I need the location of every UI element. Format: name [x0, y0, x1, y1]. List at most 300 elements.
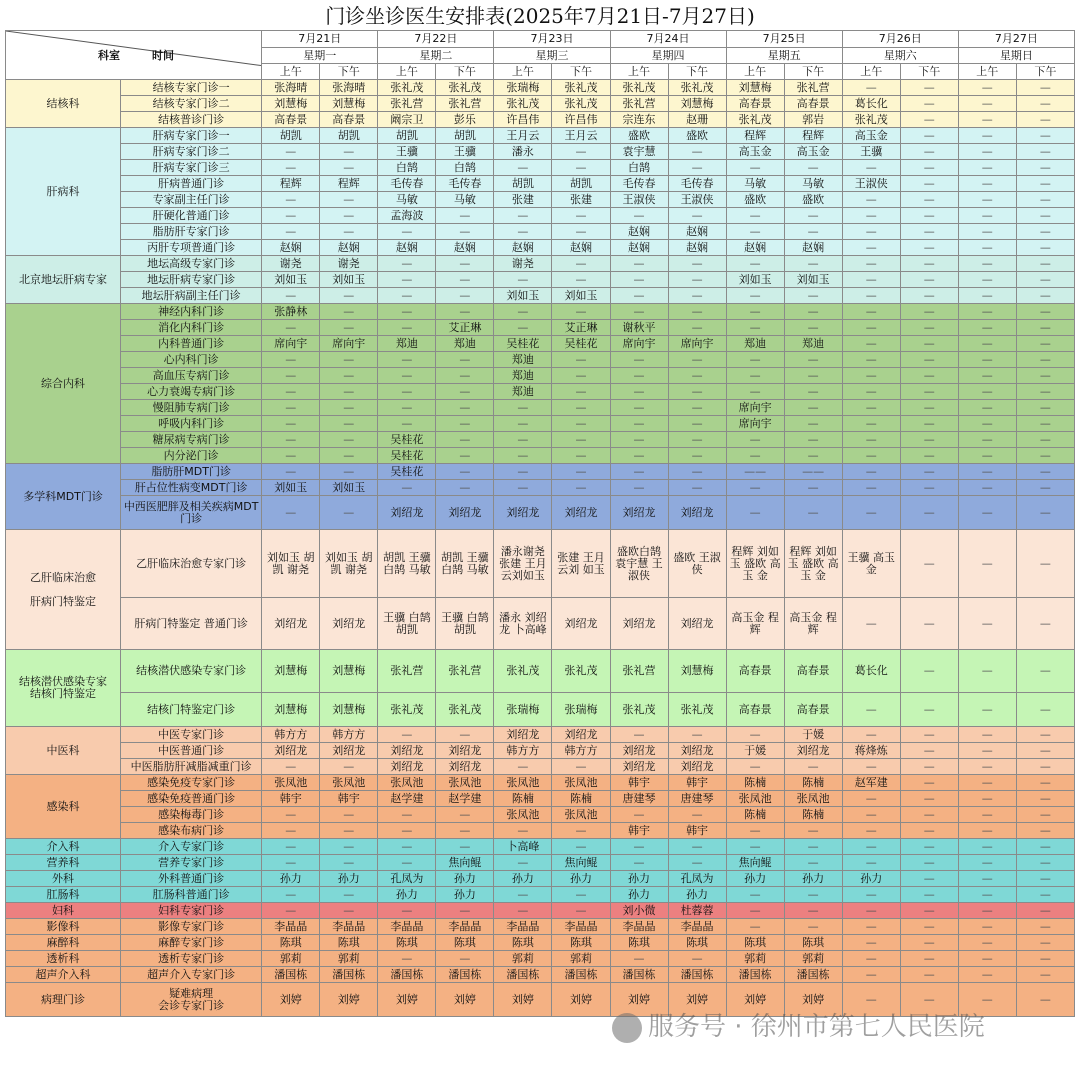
doctor-cell: — [1016, 352, 1074, 368]
clinic-cell: 脂肪肝专家门诊 [121, 224, 262, 240]
doctor-cell: 吴桂花 [494, 336, 552, 352]
table-row [6, 951, 1075, 967]
doctor-cell: 王骥 [436, 144, 494, 160]
doctor-cell: — [436, 368, 494, 384]
doctor-cell: — [842, 352, 900, 368]
doctor-cell: 刘绍龙 [320, 598, 378, 650]
doctor-cell: 刘慧梅 [262, 96, 320, 112]
doctor-cell: 赵娴 [436, 240, 494, 256]
doctor-cell: — [436, 384, 494, 400]
doctor-cell: 郑迪 [378, 336, 436, 352]
doctor-cell: — [1016, 983, 1074, 1017]
doctor-cell: — [842, 919, 900, 935]
doctor-cell: 张礼茂 [378, 80, 436, 96]
doctor-cell: 刘如玉 [552, 288, 610, 304]
doctor-cell: 刘绍龙 [378, 759, 436, 775]
doctor-cell: 焦向鲲 [726, 855, 784, 871]
doctor-cell: — [436, 352, 494, 368]
doctor-cell: 胡凯 [262, 128, 320, 144]
clinic-cell: 感染免疫专家门诊 [121, 775, 262, 791]
doctor-cell: — [842, 400, 900, 416]
doctor-cell: — [842, 448, 900, 464]
doctor-cell: 李晶晶 [668, 919, 726, 935]
doctor-cell: — [320, 352, 378, 368]
doctor-cell: — [842, 823, 900, 839]
doctor-cell: — [784, 416, 842, 432]
doctor-cell: 毛传春 [378, 176, 436, 192]
doctor-cell: — [842, 759, 900, 775]
department-cell: 肛肠科 [6, 887, 121, 903]
doctor-cell: 张建 王月云刘 如玉 [552, 530, 610, 598]
table-row [6, 903, 1075, 919]
doctor-cell: — [378, 727, 436, 743]
clinic-cell: 感染布病门诊 [121, 823, 262, 839]
doctor-cell: — [1016, 256, 1074, 272]
doctor-cell: — [320, 208, 378, 224]
doctor-cell: — [1016, 823, 1074, 839]
doctor-cell: — [958, 530, 1016, 598]
doctor-cell: 陈琪 [320, 935, 378, 951]
doctor-cell: — [262, 464, 320, 480]
doctor-cell: 郑迪 [494, 352, 552, 368]
table-row [6, 288, 1075, 304]
doctor-cell: — [900, 480, 958, 496]
doctor-cell: 孙力 [842, 871, 900, 887]
doctor-cell: 陈琪 [784, 935, 842, 951]
department-cell: 麻醉科 [6, 935, 121, 951]
doctor-cell: — [436, 448, 494, 464]
date-header: 7月25日 [726, 31, 842, 48]
doctor-cell: 高春景 [726, 650, 784, 693]
doctor-cell: 刘婷 [436, 983, 494, 1017]
table-row [6, 775, 1075, 791]
doctor-cell: — [552, 368, 610, 384]
clinic-cell: 肝硬化普通门诊 [121, 208, 262, 224]
weekday-header: 星期五 [726, 48, 842, 64]
doctor-cell: 张凤池 [494, 807, 552, 823]
doctor-cell: 张礼茂 [436, 80, 494, 96]
doctor-cell: 王淑侠 [842, 176, 900, 192]
doctor-cell: — [378, 839, 436, 855]
doctor-cell: —— [726, 464, 784, 480]
doctor-cell: 孙力 [552, 871, 610, 887]
doctor-cell: 阚宗卫 [378, 112, 436, 128]
doctor-cell: 刘绍龙 [436, 496, 494, 530]
clinic-cell: 心力衰竭专病门诊 [121, 384, 262, 400]
doctor-cell: — [1016, 288, 1074, 304]
doctor-cell: 刘绍龙 [610, 743, 668, 759]
doctor-cell: — [900, 693, 958, 727]
doctor-cell: — [668, 727, 726, 743]
doctor-cell: — [378, 288, 436, 304]
doctor-cell: — [900, 256, 958, 272]
doctor-cell: — [552, 304, 610, 320]
clinic-cell: 感染梅毒门诊 [121, 807, 262, 823]
doctor-cell: — [262, 448, 320, 464]
doctor-cell: — [262, 903, 320, 919]
table-row [6, 368, 1075, 384]
doctor-cell: 吴桂花 [378, 448, 436, 464]
doctor-cell: — [610, 384, 668, 400]
doctor-cell: — [784, 855, 842, 871]
doctor-cell: — [610, 368, 668, 384]
clinic-cell: 肝病专家门诊三 [121, 160, 262, 176]
clinic-cell: 心内科门诊 [121, 352, 262, 368]
doctor-cell: 高春景 [784, 693, 842, 727]
doctor-cell: 张凤池 [552, 775, 610, 791]
doctor-cell: — [900, 743, 958, 759]
department-cell: 多学科MDT门诊 [6, 464, 121, 530]
doctor-cell: 马敏 [726, 176, 784, 192]
doctor-cell: — [378, 272, 436, 288]
clinic-cell: 肝病专家门诊一 [121, 128, 262, 144]
table-row [6, 887, 1075, 903]
doctor-cell: — [900, 871, 958, 887]
doctor-cell: — [958, 887, 1016, 903]
doctor-cell: 潘国栋 [726, 967, 784, 983]
clinic-cell: 肝病专家门诊二 [121, 144, 262, 160]
doctor-cell: — [1016, 80, 1074, 96]
doctor-cell: 张凤池 [436, 775, 494, 791]
doctor-cell: 张礼营 [378, 650, 436, 693]
doctor-cell: — [784, 208, 842, 224]
doctor-cell: 唐建琴 [668, 791, 726, 807]
doctor-cell: — [378, 304, 436, 320]
doctor-cell: — [842, 368, 900, 384]
doctor-cell: — [958, 144, 1016, 160]
doctor-cell: 刘绍龙 [262, 598, 320, 650]
doctor-cell: — [262, 192, 320, 208]
doctor-cell: 刘绍龙 [552, 496, 610, 530]
table-row [6, 192, 1075, 208]
doctor-cell: — [668, 272, 726, 288]
doctor-cell: 唐建琴 [610, 791, 668, 807]
doctor-cell: 刘慧梅 [320, 650, 378, 693]
doctor-cell: — [726, 496, 784, 530]
doctor-cell: 刘绍龙 [552, 727, 610, 743]
doctor-cell: 张凤池 [784, 791, 842, 807]
doctor-cell: 潘国栋 [610, 967, 668, 983]
doctor-cell: — [900, 368, 958, 384]
doctor-cell: — [842, 384, 900, 400]
doctor-cell: — [262, 368, 320, 384]
clinic-cell: 麻醉专家门诊 [121, 935, 262, 951]
doctor-cell: 王骥 [842, 144, 900, 160]
doctor-cell: 郑迪 [784, 336, 842, 352]
doctor-cell: 张礼营 [378, 96, 436, 112]
doctor-cell: — [552, 823, 610, 839]
doctor-cell: — [784, 496, 842, 530]
doctor-cell: — [958, 823, 1016, 839]
doctor-cell: — [1016, 96, 1074, 112]
doctor-cell: — [784, 432, 842, 448]
table-row [6, 160, 1075, 176]
doctor-cell: — [842, 80, 900, 96]
date-header: 7月27日 [958, 31, 1074, 48]
doctor-cell: 张礼茂 [668, 693, 726, 727]
doctor-cell: — [610, 727, 668, 743]
doctor-cell: — [900, 650, 958, 693]
doctor-cell: 王月云 [552, 128, 610, 144]
doctor-cell: 盛欧白鹄 袁宇慧 王淑侠 [610, 530, 668, 598]
doctor-cell: 刘绍龙 [668, 496, 726, 530]
doctor-cell: — [842, 887, 900, 903]
morning-header: 上午 [378, 64, 436, 80]
doctor-cell: 高玉金 [784, 144, 842, 160]
doctor-cell: — [900, 160, 958, 176]
doctor-cell: — [784, 256, 842, 272]
doctor-cell: — [262, 887, 320, 903]
doctor-cell: — [668, 256, 726, 272]
doctor-cell: 许昌伟 [494, 112, 552, 128]
doctor-cell: — [552, 400, 610, 416]
doctor-cell: — [436, 288, 494, 304]
doctor-cell: 刘绍龙 [494, 496, 552, 530]
department-cell: 肝病科 [6, 128, 121, 256]
doctor-cell: — [958, 272, 1016, 288]
doctor-cell: — [784, 887, 842, 903]
doctor-cell: — [1016, 951, 1074, 967]
doctor-cell: 张礼茂 [552, 80, 610, 96]
doctor-cell: — [1016, 336, 1074, 352]
clinic-cell: 神经内科门诊 [121, 304, 262, 320]
doctor-cell: — [552, 352, 610, 368]
doctor-cell: 刘如玉 胡凯 谢尧 [262, 530, 320, 598]
table-row [6, 727, 1075, 743]
doctor-cell: — [378, 352, 436, 368]
doctor-cell: — [378, 480, 436, 496]
clinic-cell: 专家副主任门诊 [121, 192, 262, 208]
doctor-cell: 盛欧 [726, 192, 784, 208]
doctor-cell: 刘绍龙 [494, 727, 552, 743]
doctor-cell: — [842, 304, 900, 320]
doctor-cell: 张海晴 [320, 80, 378, 96]
doctor-cell: 张瑞梅 [494, 693, 552, 727]
doctor-cell: — [668, 400, 726, 416]
doctor-cell: — [958, 839, 1016, 855]
clinic-cell: 地坛肝病副主任门诊 [121, 288, 262, 304]
doctor-cell: — [610, 256, 668, 272]
doctor-cell: — [842, 935, 900, 951]
doctor-cell: 张凤池 [378, 775, 436, 791]
clinic-cell: 结核普诊门诊 [121, 112, 262, 128]
doctor-cell: 陈琪 [436, 935, 494, 951]
doctor-cell: 吴桂花 [378, 464, 436, 480]
doctor-cell: — [1016, 496, 1074, 530]
doctor-cell: — [900, 272, 958, 288]
doctor-cell: — [726, 224, 784, 240]
doctor-cell: 胡凯 王骥 白鹄 马敏 [436, 530, 494, 598]
doctor-cell: — [552, 432, 610, 448]
table-row [6, 598, 1075, 650]
doctor-cell: — [610, 352, 668, 368]
doctor-cell: — [552, 272, 610, 288]
table-row [6, 839, 1075, 855]
doctor-cell: — [900, 112, 958, 128]
table-row [6, 416, 1075, 432]
doctor-cell: — [1016, 887, 1074, 903]
doctor-cell: — [726, 432, 784, 448]
table-row [6, 320, 1075, 336]
doctor-cell: — [610, 304, 668, 320]
date-header: 7月22日 [378, 31, 494, 48]
table-row [6, 176, 1075, 192]
doctor-cell: 于媛 [784, 727, 842, 743]
doctor-cell: 张礼茂 [378, 693, 436, 727]
doctor-cell: — [784, 320, 842, 336]
doctor-cell: — [552, 480, 610, 496]
doctor-cell: 席向宇 [262, 336, 320, 352]
clinic-cell: 肛肠科普通门诊 [121, 887, 262, 903]
doctor-cell: — [436, 256, 494, 272]
table-row [6, 304, 1075, 320]
doctor-cell: — [842, 208, 900, 224]
doctor-cell: — [784, 368, 842, 384]
doctor-cell: — [958, 160, 1016, 176]
doctor-cell: 王淑侠 [668, 192, 726, 208]
department-cell: 影像科 [6, 919, 121, 935]
doctor-cell: — [784, 288, 842, 304]
doctor-cell: — [668, 480, 726, 496]
watermark [612, 1006, 985, 1043]
doctor-cell: — [552, 839, 610, 855]
doctor-cell: — [610, 416, 668, 432]
doctor-cell: — [958, 320, 1016, 336]
doctor-cell: — [320, 759, 378, 775]
doctor-cell: 陈楠 [726, 807, 784, 823]
doctor-cell: — [494, 823, 552, 839]
doctor-cell: — [842, 903, 900, 919]
table-row [6, 384, 1075, 400]
doctor-cell: — [610, 807, 668, 823]
department-cell: 综合内科 [6, 304, 121, 464]
doctor-cell: 杜蓉蓉 [668, 903, 726, 919]
doctor-cell: — [900, 304, 958, 320]
doctor-cell: — [494, 448, 552, 464]
doctor-cell: — [262, 384, 320, 400]
doctor-cell: — [958, 791, 1016, 807]
doctor-cell: 程辉 [784, 128, 842, 144]
doctor-cell: 吴桂花 [378, 432, 436, 448]
doctor-cell: 张礼茂 [494, 96, 552, 112]
doctor-cell: — [320, 416, 378, 432]
doctor-cell: 陈琪 [378, 935, 436, 951]
doctor-cell: 陈楠 [552, 791, 610, 807]
doctor-cell: 刘绍龙 [552, 598, 610, 650]
doctor-cell: 刘绍龙 [668, 598, 726, 650]
doctor-cell: — [726, 368, 784, 384]
doctor-cell: — [668, 368, 726, 384]
weekday-header: 星期六 [842, 48, 958, 64]
clinic-cell: 内科普通门诊 [121, 336, 262, 352]
doctor-cell: 孙力 [668, 887, 726, 903]
doctor-cell: 张礼营 [436, 96, 494, 112]
afternoon-header: 下午 [552, 64, 610, 80]
doctor-cell: — [842, 951, 900, 967]
doctor-cell: 张静林 [262, 304, 320, 320]
table-row [6, 480, 1075, 496]
doctor-cell: 席向宇 [668, 336, 726, 352]
doctor-cell: — [900, 448, 958, 464]
doctor-cell: — [1016, 432, 1074, 448]
doctor-cell: 刘小微 [610, 903, 668, 919]
table-row [6, 448, 1075, 464]
doctor-cell: 胡凯 王骥 白鹄 马敏 [378, 530, 436, 598]
doctor-cell: — [668, 951, 726, 967]
doctor-cell: — [1016, 272, 1074, 288]
doctor-cell: — [610, 432, 668, 448]
doctor-cell: — [958, 256, 1016, 272]
doctor-cell: — [784, 480, 842, 496]
department-cell: 超声介入科 [6, 967, 121, 983]
doctor-cell: 潘国栋 [494, 967, 552, 983]
doctor-cell: — [668, 416, 726, 432]
doctor-cell: 郭莉 [552, 951, 610, 967]
doctor-cell: — [900, 352, 958, 368]
table-corner-header [6, 31, 262, 80]
doctor-cell: — [262, 759, 320, 775]
doctor-cell: — [958, 400, 1016, 416]
table-row [6, 935, 1075, 951]
doctor-cell: — [900, 192, 958, 208]
clinic-cell: 中医专家门诊 [121, 727, 262, 743]
doctor-cell: 韩宇 [320, 791, 378, 807]
doctor-cell: — [726, 823, 784, 839]
doctor-cell: — [1016, 775, 1074, 791]
table-row [6, 759, 1075, 775]
doctor-cell: — [1016, 530, 1074, 598]
table-row [6, 807, 1075, 823]
doctor-cell: — [900, 839, 958, 855]
doctor-cell: 刘绍龙 [378, 743, 436, 759]
doctor-cell: — [262, 432, 320, 448]
doctor-cell: 刘婷 [262, 983, 320, 1017]
doctor-cell: — [842, 967, 900, 983]
doctor-cell: — [1016, 384, 1074, 400]
table-row [6, 496, 1075, 530]
doctor-cell: 郭岩 [784, 112, 842, 128]
doctor-cell: 宗连东 [610, 112, 668, 128]
doctor-cell: — [262, 144, 320, 160]
doctor-cell: 潘国栋 [262, 967, 320, 983]
doctor-cell: — [668, 304, 726, 320]
doctor-cell: 盛欧 王淑侠 [668, 530, 726, 598]
doctor-cell: — [842, 160, 900, 176]
doctor-cell: 张礼茂 [494, 650, 552, 693]
doctor-cell: 程辉 刘如 玉 盛欧 高玉 金 [784, 530, 842, 598]
doctor-cell: — [842, 598, 900, 650]
doctor-cell: — [378, 951, 436, 967]
doctor-cell: — [900, 823, 958, 839]
doctor-cell: 李晶晶 [610, 919, 668, 935]
doctor-cell: 潘国栋 [552, 967, 610, 983]
clinic-cell: 结核专家门诊二 [121, 96, 262, 112]
doctor-cell: — [1016, 650, 1074, 693]
doctor-cell: 刘绍龙 [436, 759, 494, 775]
doctor-cell: 白鹄 [378, 160, 436, 176]
doctor-cell: — [900, 935, 958, 951]
doctor-cell: — [900, 384, 958, 400]
doctor-cell: — [958, 288, 1016, 304]
doctor-cell: 郑迪 [726, 336, 784, 352]
doctor-cell: — [784, 823, 842, 839]
doctor-cell: — [842, 839, 900, 855]
morning-header: 上午 [842, 64, 900, 80]
doctor-cell: — [1016, 967, 1074, 983]
doctor-cell: 赵娴 [262, 240, 320, 256]
date-header: 7月23日 [494, 31, 610, 48]
doctor-cell: — [262, 224, 320, 240]
